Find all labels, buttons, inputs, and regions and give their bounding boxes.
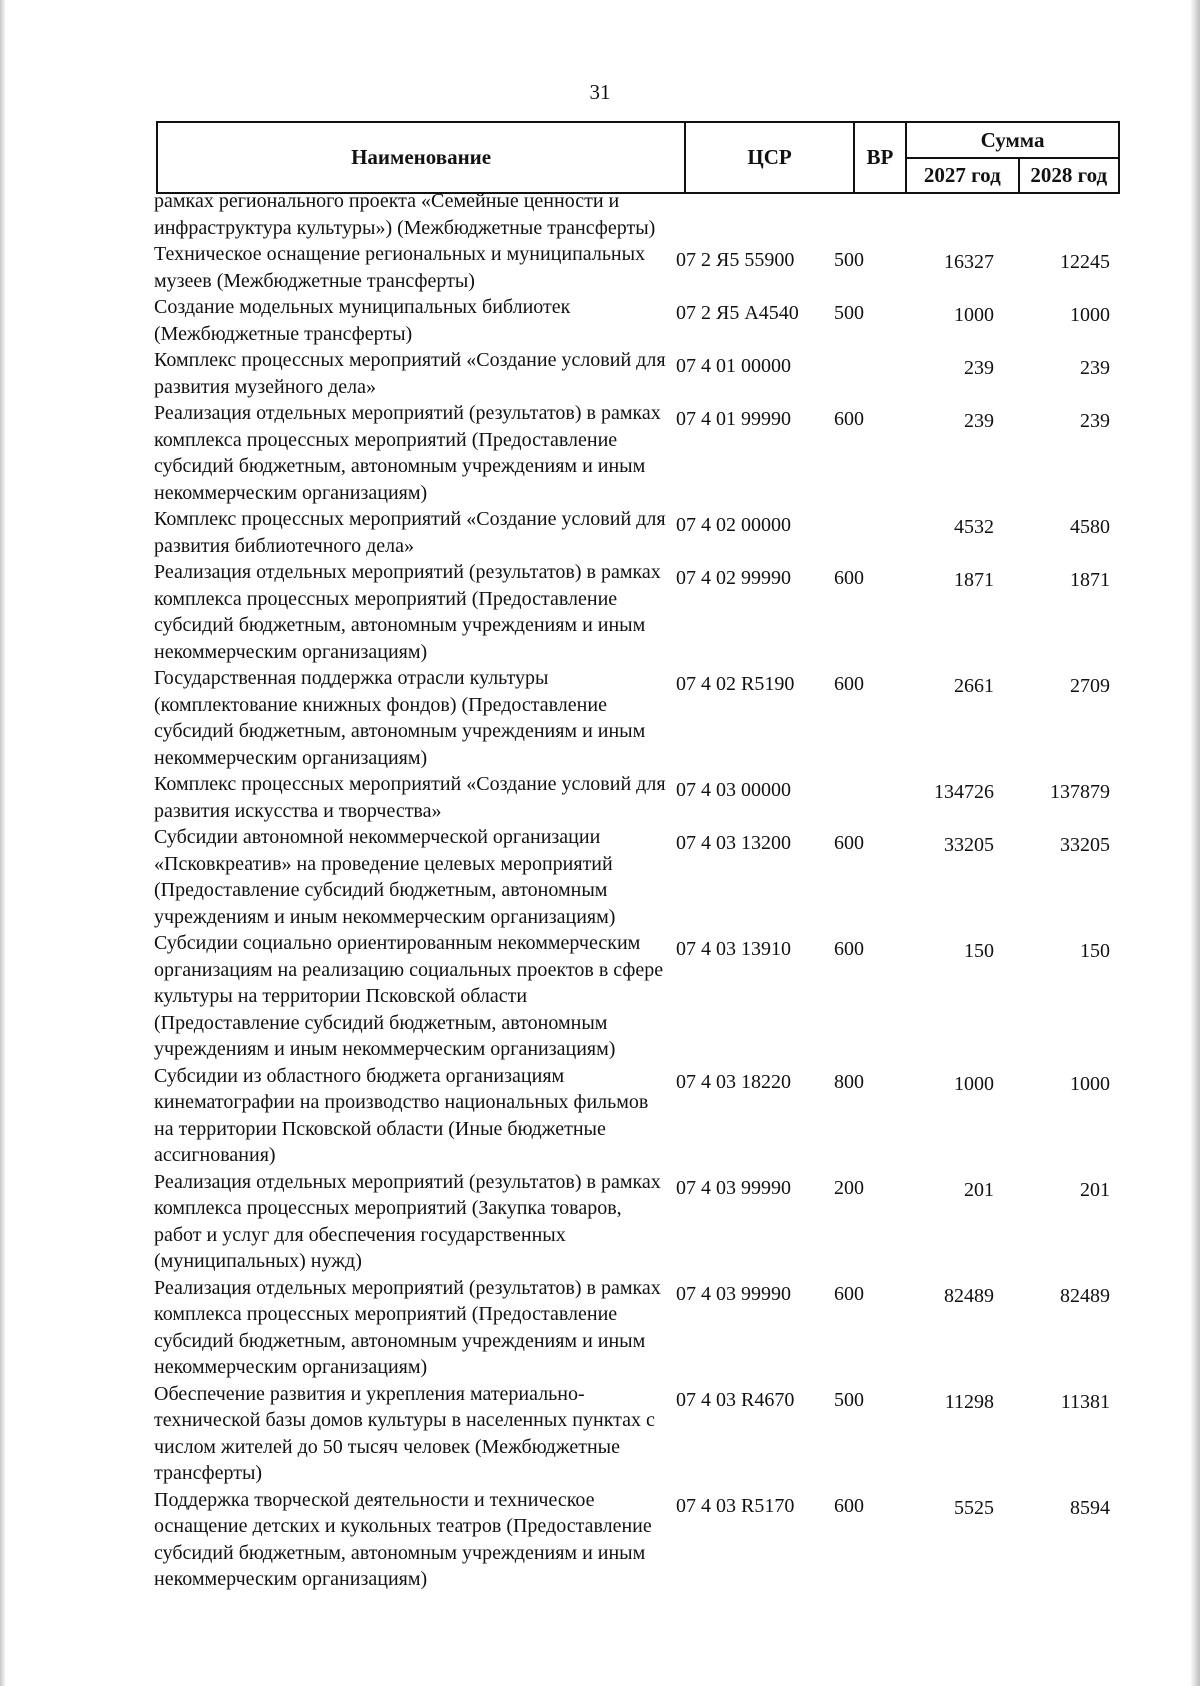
row-amount-2027: 11298 — [944, 1390, 994, 1413]
row-csr-code: 07 4 03 R4670 — [676, 1388, 795, 1411]
row-amount-2028: 150 — [1080, 940, 1110, 962]
row-name: Реализация отдельных мероприятий (результатов) в рамках комплекса процессных мероприятий (Закупка товаров, работ и услуг для обеспечения государственных (муниципальных) нужд) — [154, 1170, 661, 1272]
table-row — [148, 347, 1128, 400]
table-row — [148, 824, 1128, 930]
row-vr-code: 600 — [834, 938, 864, 960]
row-amount-2027: 16327 — [944, 251, 994, 273]
row-csr-code: 07 4 03 R5170 — [676, 1494, 795, 1517]
table-row — [148, 665, 1128, 771]
table-row — [148, 559, 1128, 665]
row-vr-code: 500 — [834, 302, 864, 324]
row-amount-2028: 82489 — [1060, 1284, 1110, 1307]
table-row — [148, 188, 1128, 241]
row-name: Государственная поддержка отрасли культуры (комплектование книжных фондов) (Предоставление субсидий бюджетным, автономным учреждениям и иным некоммерческим организациям) — [154, 667, 646, 769]
row-csr-code: 07 4 03 99990 — [676, 1176, 791, 1199]
header-csr: ЦСР — [685, 122, 854, 193]
row-name: Комплекс процессных мероприятий «Создание условий для развития искусства и творчества» — [154, 773, 666, 822]
row-vr-code: 600 — [834, 408, 864, 430]
row-name: Субсидии социально ориентированным некоммерческим организациям на реализацию социальных проектов в сфере культуры на территории Псковской области (Предоставление субсидий бюджетным, автономным учреждениям и иным некоммерческим организациям) — [154, 932, 664, 1060]
row-amount-2027: 4532 — [954, 516, 994, 538]
row-amount-2027: 2661 — [954, 675, 994, 697]
row-csr-code: 07 4 03 00000 — [676, 779, 791, 801]
row-amount-2027: 82489 — [944, 1284, 994, 1307]
row-name: Реализация отдельных мероприятий (результатов) в рамках комплекса процессных мероприятий (Предоставление субсидий бюджетным, автономным учреждениям и иным некоммерческим организациям) — [154, 1276, 661, 1378]
row-amount-2028: 2709 — [1070, 675, 1110, 697]
row-amount-2027: 1000 — [954, 1072, 994, 1095]
row-amount-2027: 33205 — [944, 834, 994, 856]
table-row — [148, 1275, 1128, 1381]
row-csr-code: 07 2 Я5 А4540 — [676, 302, 799, 324]
scan-edge-left — [0, 0, 6, 1686]
row-csr-code: 07 4 02 R5190 — [676, 673, 795, 695]
table-row — [148, 1063, 1128, 1169]
row-vr-code: 600 — [834, 832, 864, 854]
row-csr-code: 07 4 01 00000 — [676, 355, 791, 377]
row-amount-2028 — [1006, 188, 1114, 196]
row-vr-code — [828, 347, 888, 353]
row-name: Техническое оснащение региональных и муниципальных музеев (Межбюджетные трансферты) — [154, 243, 646, 292]
row-amount-2028: 137879 — [1050, 781, 1110, 803]
row-name: Поддержка творческой деятельности и техническое оснащение детских и кукольных театров (Предоставление субсидий бюджетным, автономным учреждениям и иным некоммерческим организациям) — [154, 1488, 652, 1590]
row-amount-2028: 1000 — [1070, 1072, 1110, 1095]
row-name: Реализация отдельных мероприятий (результатов) в рамках комплекса процессных мероприятий (Предоставление субсидий бюджетным, автономным учреждениям и иным некоммерческим организациям) — [154, 561, 661, 663]
row-name: Реализация отдельных мероприятий (результатов) в рамках комплекса процессных мероприятий (Предоставление субсидий бюджетным, автономным учреждениям и иным некоммерческим организациям) — [154, 402, 661, 504]
table-row — [148, 241, 1128, 294]
row-vr-code — [828, 506, 888, 512]
row-amount-2028: 239 — [1080, 410, 1110, 432]
row-amount-2027: 150 — [964, 940, 994, 962]
header-sum: Сумма — [906, 122, 1119, 158]
header-year-2027: 2027 год — [906, 158, 1018, 193]
row-vr-code: 500 — [834, 1388, 864, 1411]
row-amount-2027: 239 — [964, 357, 994, 379]
row-amount-2027: 239 — [964, 410, 994, 432]
table-row — [148, 1169, 1128, 1275]
row-amount-2028: 1871 — [1070, 569, 1110, 591]
table-body — [148, 188, 1128, 1593]
table-row — [148, 506, 1128, 559]
row-name: Комплекс процессных мероприятий «Создание условий для развития музейного дела» — [154, 349, 666, 398]
row-amount-2028: 11381 — [1060, 1390, 1110, 1413]
row-name: Комплекс процессных мероприятий «Создание условий для развития библиотечного дела» — [154, 508, 666, 557]
row-amount-2027: 201 — [964, 1178, 994, 1201]
row-csr-code: 07 4 03 18220 — [676, 1070, 791, 1093]
row-csr-code: 07 4 01 99990 — [676, 408, 791, 430]
row-vr-code: 600 — [834, 1494, 864, 1517]
scan-edge-right — [1190, 0, 1200, 1686]
table-row — [148, 930, 1128, 1063]
row-csr-code — [668, 188, 828, 194]
row-amount-2028: 4580 — [1070, 516, 1110, 538]
row-amount-2027: 134726 — [934, 781, 994, 803]
row-amount-2028: 201 — [1080, 1178, 1110, 1201]
table-row — [148, 771, 1128, 824]
row-vr-code: 800 — [834, 1070, 864, 1093]
table-row — [148, 400, 1128, 506]
page-number: 31 — [589, 80, 611, 104]
row-vr-code: 600 — [834, 567, 864, 589]
row-csr-code: 07 2 Я5 55900 — [676, 249, 795, 271]
row-amount-2027 — [888, 188, 1006, 196]
row-name: Обеспечение развития и укрепления материально-технической базы домов культуры в населенных пунктах с числом жителей до 50 тысяч человек (Межбюджетные трансферты) — [154, 1382, 655, 1484]
row-amount-2028: 1000 — [1070, 304, 1110, 326]
header-year-2028: 2028 год — [1019, 158, 1119, 193]
row-csr-code: 07 4 03 13910 — [676, 938, 791, 960]
table-header — [156, 121, 1120, 194]
table-row — [148, 1381, 1128, 1487]
row-name: Субсидии автономной некоммерческой организации «Псковкреатив» на проведение целевых мероприятий (Предоставление субсидий бюджетным, автономным учреждениям и иным некоммерческим организациям) — [154, 826, 616, 928]
row-vr-code: 600 — [834, 673, 864, 695]
row-name: Создание модельных муниципальных библиотек (Межбюджетные трансферты) — [154, 296, 571, 345]
row-vr-code: 500 — [834, 249, 864, 271]
row-amount-2028: 33205 — [1060, 834, 1110, 856]
table-row — [148, 294, 1128, 347]
row-amount-2027: 1000 — [954, 304, 994, 326]
header-vr: ВР — [854, 122, 906, 193]
row-amount-2028: 8594 — [1070, 1496, 1110, 1519]
row-csr-code: 07 4 02 00000 — [676, 514, 791, 536]
row-vr-code — [828, 771, 888, 777]
row-amount-2027: 1871 — [954, 569, 994, 591]
row-amount-2028: 239 — [1080, 357, 1110, 379]
row-name: Субсидии из областного бюджета организациям кинематографии на производство национальных фильмов на территории Псковской области (Иные бюджетные ассигнования) — [154, 1064, 649, 1166]
row-vr-code: 200 — [834, 1176, 864, 1199]
header-name: Наименование — [157, 122, 685, 193]
table-row — [148, 1487, 1128, 1593]
row-vr-code — [828, 188, 888, 194]
row-amount-2028: 12245 — [1060, 251, 1110, 273]
row-csr-code: 07 4 03 13200 — [676, 832, 791, 854]
row-vr-code: 600 — [834, 1282, 864, 1305]
row-amount-2027: 5525 — [954, 1496, 994, 1519]
row-csr-code: 07 4 03 99990 — [676, 1282, 791, 1305]
row-name: рамках регионального проекта «Семейные ценности и инфраструктура культуры») (Межбюджетные трансферты) — [154, 190, 656, 239]
row-csr-code: 07 4 02 99990 — [676, 567, 791, 589]
